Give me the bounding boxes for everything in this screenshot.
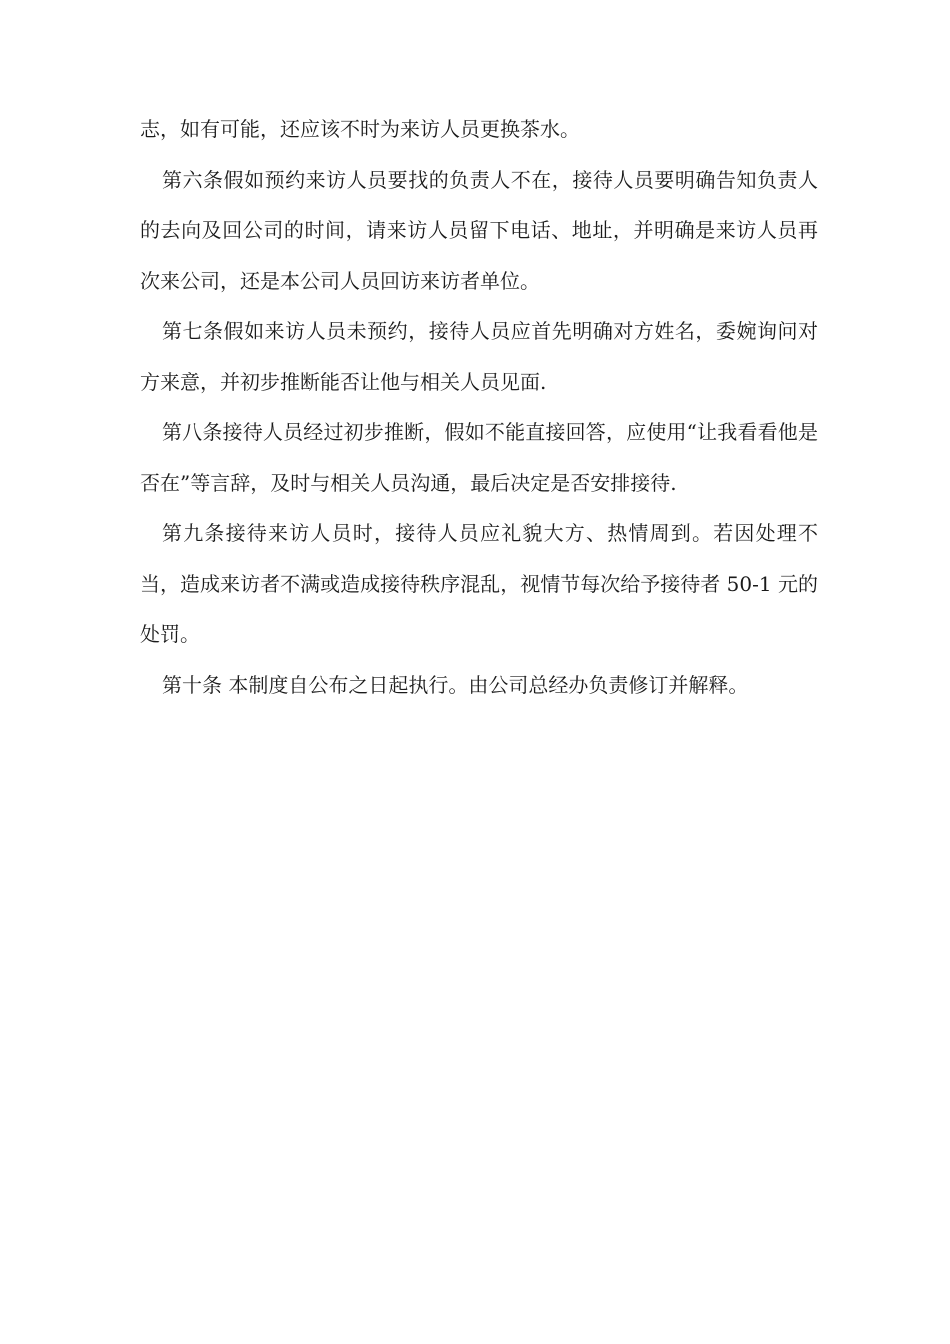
paragraph-article-10: 第十条 本制度自公布之日起执行。由公司总经办负责修订并解释。 [162,672,749,697]
paragraph-article-8: 第八条接待人员经过初步推断，假如不能直接回答，应使用“让我看看他是否在”等言辞，及时与相关人员沟通，最后决定是否安排接待. [140,420,818,495]
document-body [140,104,818,710]
paragraph-article-6: 第六条假如预约来访人员要找的负责人不在，接待人员要明确告知负责人的去向及回公司的时间，请来访人员留下电话、地址，并明确是来访人员再次来公司，还是本公司人员回访来访者单位。 [140,167,818,293]
paragraph-article-9: 第九条接待来访人员时，接待人员应礼貌大方、热情周到。若因处理不当，造成来访者不满或造成接待秩序混乱，视情节每次给予接待者 50-1 元的处罚。 [140,521,818,646]
paragraph-continuation: 志，如有可能，还应该不时为来访人员更换茶水。 [140,117,580,141]
paragraph-article-7: 第七条假如来访人员未预约，接待人员应首先明确对方姓名，委婉询问对方来意，并初步推断能否让他与相关人员见面. [140,319,818,394]
